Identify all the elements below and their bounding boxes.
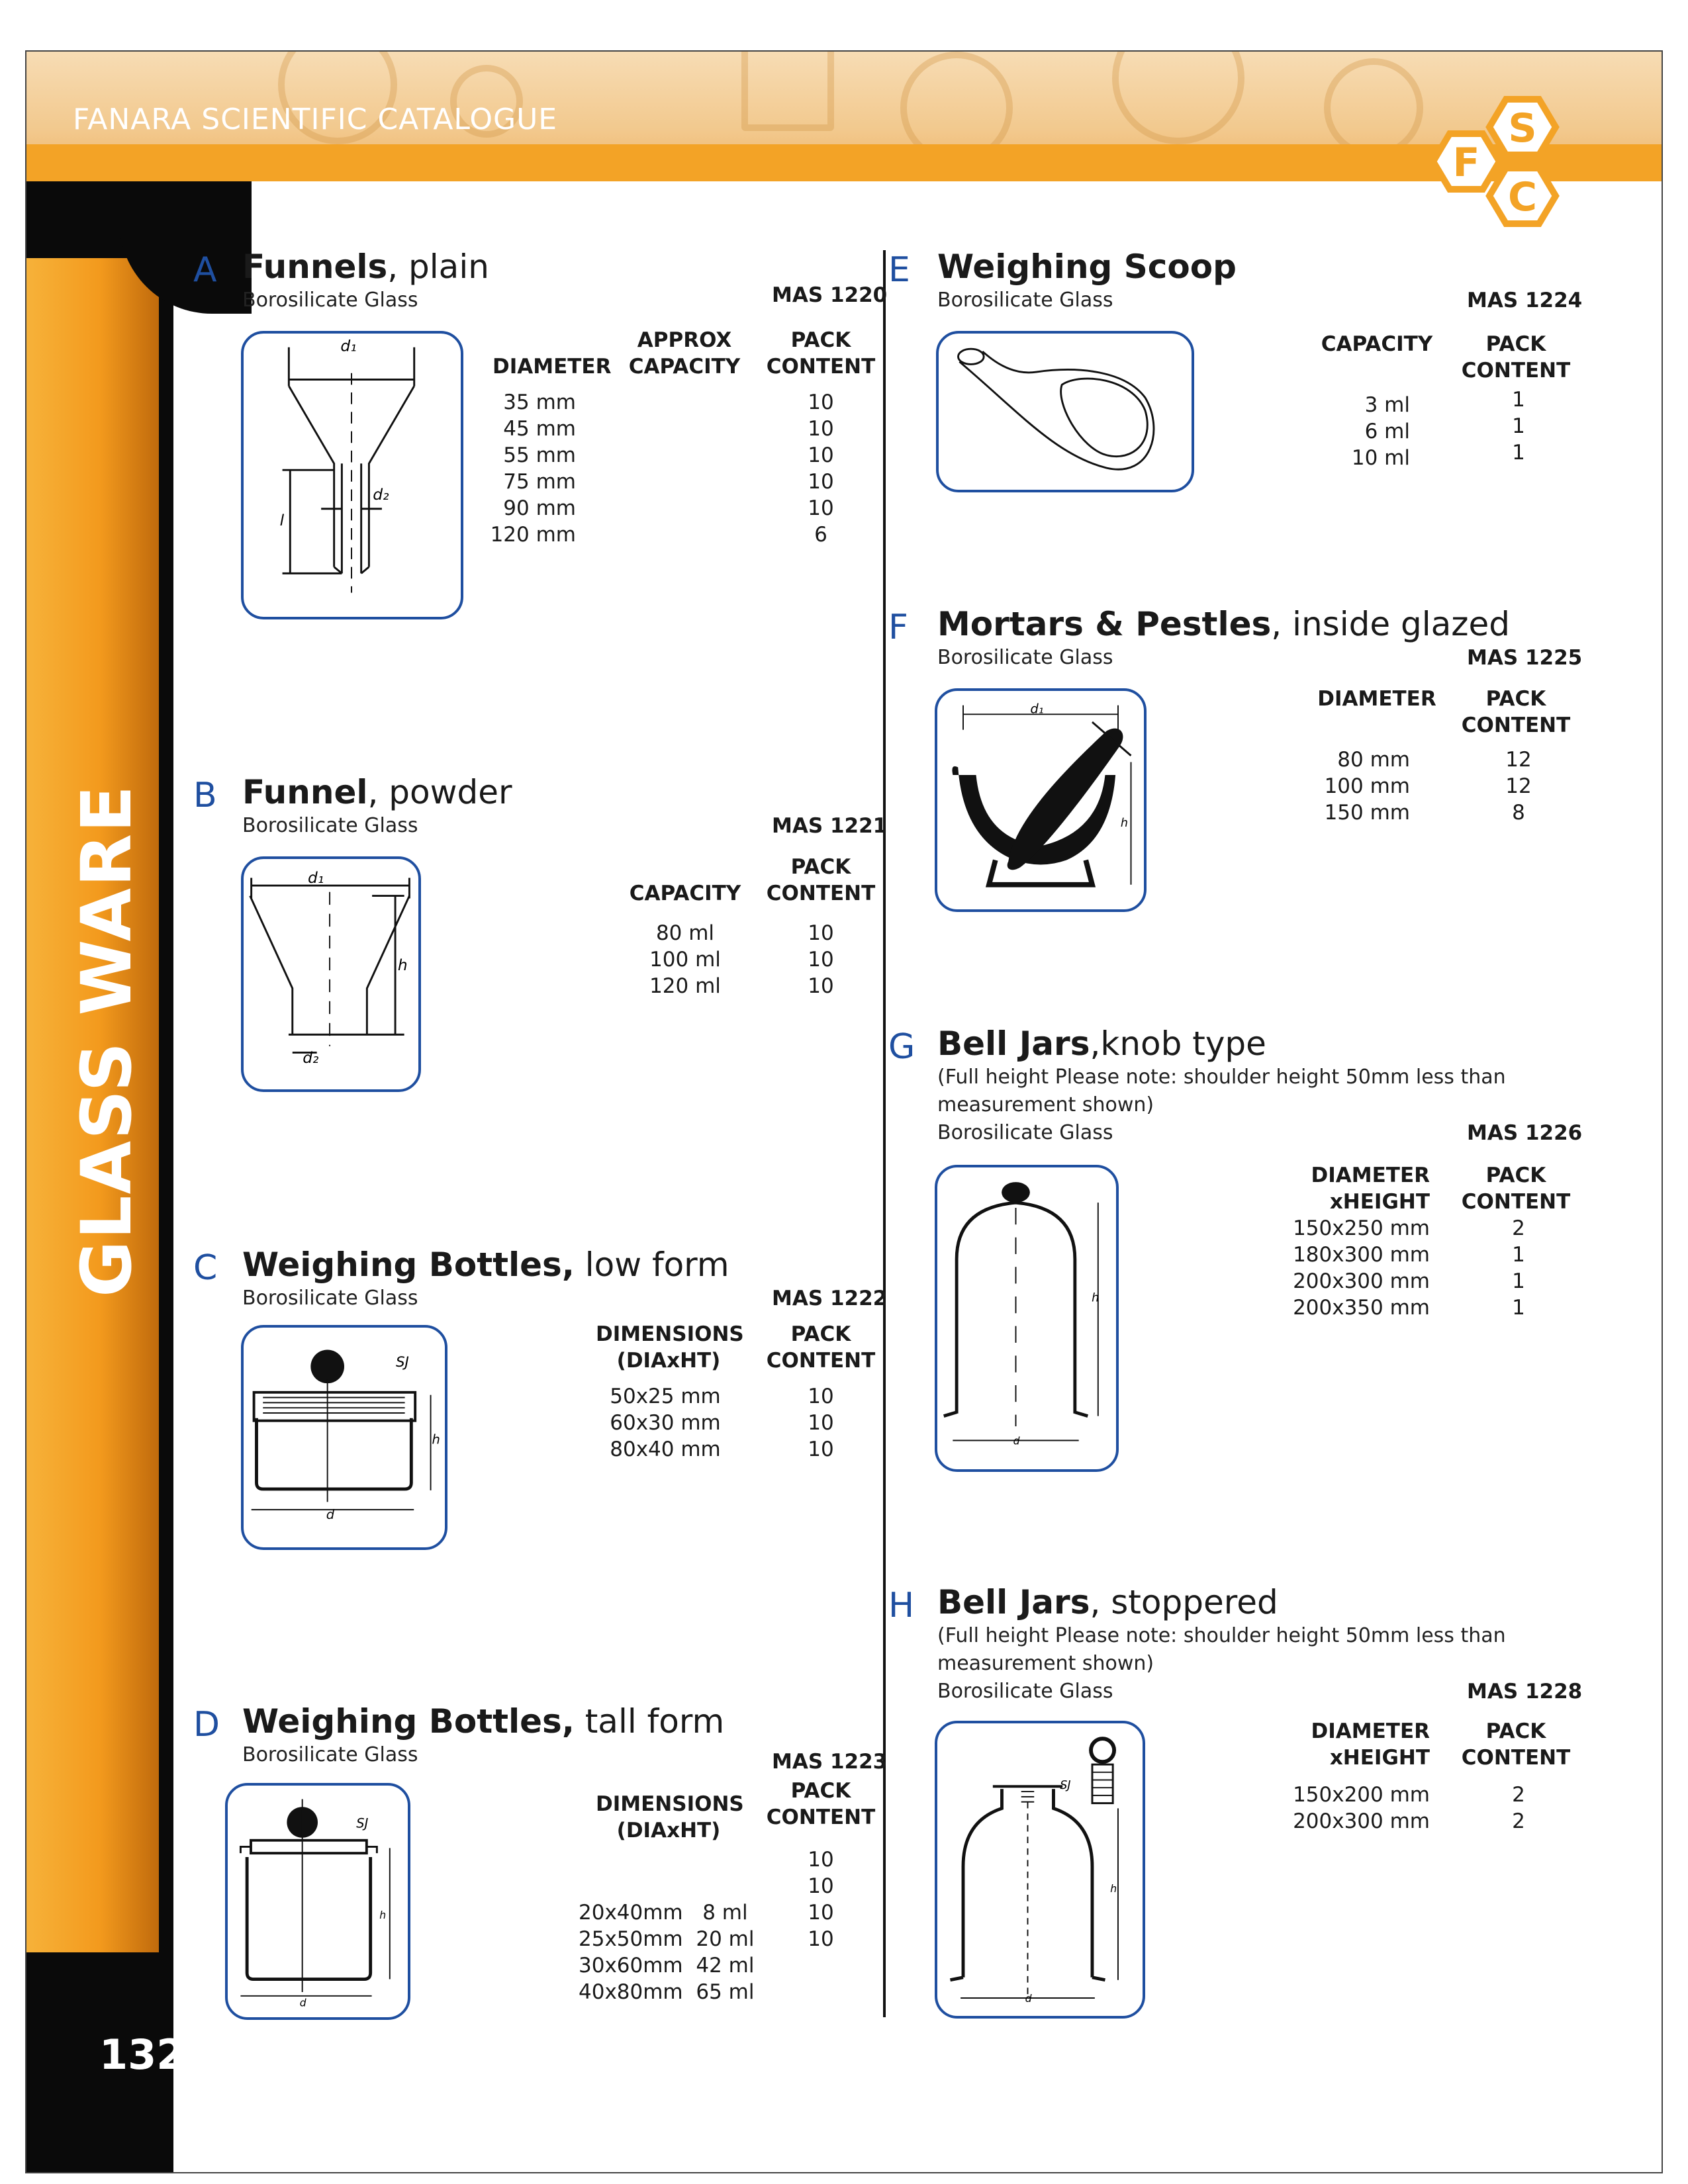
product-code: MAS 1220 [772,283,888,307]
product-material: Borosilicate Glass [242,1743,418,1766]
dimensions-column: 150x250 mm 180x300 mm 200x300 mm 200x350 mm [1293,1216,1430,1320]
dim-label: d₂ [373,485,389,504]
product-material: Borosilicate Glass [937,1121,1113,1144]
product-material: Borosilicate Glass [242,289,418,312]
product-title: Bell Jars, stoppered [937,1583,1278,1621]
dimensions-column: 20x40mm 8 ml 25x50mm 20 ml 30x60mm 42 ml 40x80mm 65 ml [579,1901,755,2004]
product-title: Mortars & Pestles, inside glazed [937,605,1510,643]
funnel-powder-drawing [244,859,418,1089]
dim-label: h [1120,816,1129,830]
dim-label: l [279,511,285,530]
column-header: DIMENSIONS (DIAxHT) [596,1792,744,1843]
funnel-powder-figure [241,856,421,1092]
column-header: PACK CONTENT [766,328,876,379]
column-header: PACK CONTENT [766,855,876,905]
product-note: (Full height Please note: shoulder height 50mm less than [937,1624,1506,1647]
product-title: Weighing Bottles, tall form [242,1702,725,1741]
capacity-column: 80 ml 100 ml 120 ml [649,921,721,998]
pack-column: 12 12 8 [1505,748,1532,825]
column-header: DIMENSIONS (DIAxHT) [596,1322,744,1373]
product-material: Borosilicate Glass [937,289,1113,312]
product-material: Borosilicate Glass [242,1287,418,1310]
fsc-logo [1410,93,1569,238]
column-header: CAPACITY [629,882,741,905]
pack-column: 1 1 1 [1512,388,1525,465]
catalogue-title: FANARA SCIENTIFIC CATALOGUE [73,103,558,136]
column-header: PACK CONTENT [766,1779,876,1829]
section-label: GLASS WARE [66,784,147,1297]
bell-jar-stoppered-drawing [937,1723,1143,2016]
weighing-bottle-low-drawing [244,1328,445,1547]
dim-label: h [1092,1291,1100,1305]
column-header: PACK CONTENT [1461,1719,1571,1770]
column-header: PACK CONTENT [766,1322,876,1373]
logo-letter-c: C [1507,174,1538,220]
product-code: MAS 1228 [1467,1680,1583,1704]
dim-label: d [299,1997,306,2009]
weighing-bottle-tall-figure [225,1783,410,2020]
column-header: CAPACITY [1321,332,1433,356]
pack-column: 10 10 10 10 10 6 [808,390,834,547]
dim-label: d [1025,1992,1032,2005]
diameter-column: 35 mm 45 mm 55 mm 75 mm 90 mm 120 mm [490,390,576,547]
funnel-plain-drawing [244,334,461,617]
column-header: DIAMETER [492,355,612,379]
product-code: MAS 1222 [772,1287,888,1310]
dimensions-column: 50x25 mm 60x30 mm 80x40 mm [610,1385,721,1461]
pack-column: 2 2 [1512,1783,1525,1833]
item-letter: B [193,776,217,815]
product-code: MAS 1226 [1467,1121,1583,1145]
item-letter: E [888,250,910,290]
item-letter: F [888,608,908,647]
mortar-pestle-figure [935,688,1147,912]
column-header: PACK CONTENT [1461,687,1571,737]
item-letter: C [193,1248,218,1288]
product-note: measurement shown) [937,1652,1154,1675]
product-note: measurement shown) [937,1093,1154,1116]
product-code: MAS 1225 [1467,646,1583,670]
product-material: Borosilicate Glass [937,646,1113,669]
diameter-column: 80 mm 100 mm 150 mm [1324,748,1410,825]
weighing-scoop-drawing [939,334,1192,490]
dim-label: h [1110,1883,1117,1895]
column-header: DIAMETER xHEIGHT [1311,1719,1430,1770]
product-title: Bell Jars,knob type [937,1024,1266,1063]
dim-label: d₁ [308,869,324,887]
product-material: Borosilicate Glass [242,814,418,837]
dim-label: h [397,956,408,975]
product-material: Borosilicate Glass [937,1680,1113,1703]
column-header: APPROX CAPACITY [628,328,741,379]
dim-label: d [1013,1435,1020,1447]
pack-column: 2 1 1 1 [1512,1216,1525,1320]
dimensions-column: 150x200 mm 200x300 mm [1293,1783,1430,1833]
bell-jar-knob-drawing [937,1167,1116,1469]
item-letter: A [193,250,217,290]
weighing-scoop-figure [936,331,1194,492]
pack-column: 10 10 10 10 [808,1848,834,1951]
product-title: Funnel, powder [242,773,512,811]
item-letter: H [888,1586,915,1625]
dim-label: SJ [1060,1779,1071,1793]
column-header: DIAMETER xHEIGHT [1311,1163,1430,1214]
logo-letter-s: S [1508,105,1537,152]
product-note: (Full height Please note: shoulder height 50mm less than [937,1066,1506,1089]
product-code: MAS 1223 [772,1750,888,1774]
dim-label: h [379,1909,387,1922]
product-title: Weighing Scoop [937,248,1237,286]
item-letter: G [888,1027,915,1067]
page-number: 132 [99,2030,185,2079]
dim-label: d [326,1506,335,1522]
capacity-column: 3 ml 6 ml 10 ml [1351,393,1410,470]
dim-label: h [432,1432,440,1447]
logo-letter-f: F [1452,140,1480,186]
column-header: DIAMETER [1317,687,1436,711]
weighing-bottle-tall-drawing [228,1786,408,2017]
weighing-bottle-low-figure [241,1325,447,1550]
pack-column: 10 10 10 [808,1385,834,1461]
funnel-plain-figure [241,331,463,619]
product-title: Funnels, plain [242,248,489,286]
dim-label: SJ [395,1353,409,1371]
mortar-pestle-drawing [937,691,1144,909]
dim-label: d₁ [1030,701,1044,717]
pack-column: 10 10 10 [808,921,834,998]
product-title: Weighing Bottles, low form [242,1246,729,1284]
column-header: PACK CONTENT [1461,332,1571,383]
product-code: MAS 1221 [772,814,888,838]
bell-jar-knob-figure [935,1165,1119,1472]
dim-label: d₁ [340,336,357,355]
dim-label: d₂ [303,1048,319,1067]
item-letter: D [193,1705,220,1745]
product-code: MAS 1224 [1467,289,1583,312]
column-header: PACK CONTENT [1461,1163,1571,1214]
dim-label: SJ [356,1815,369,1831]
bell-jar-stoppered-figure [935,1721,1145,2019]
